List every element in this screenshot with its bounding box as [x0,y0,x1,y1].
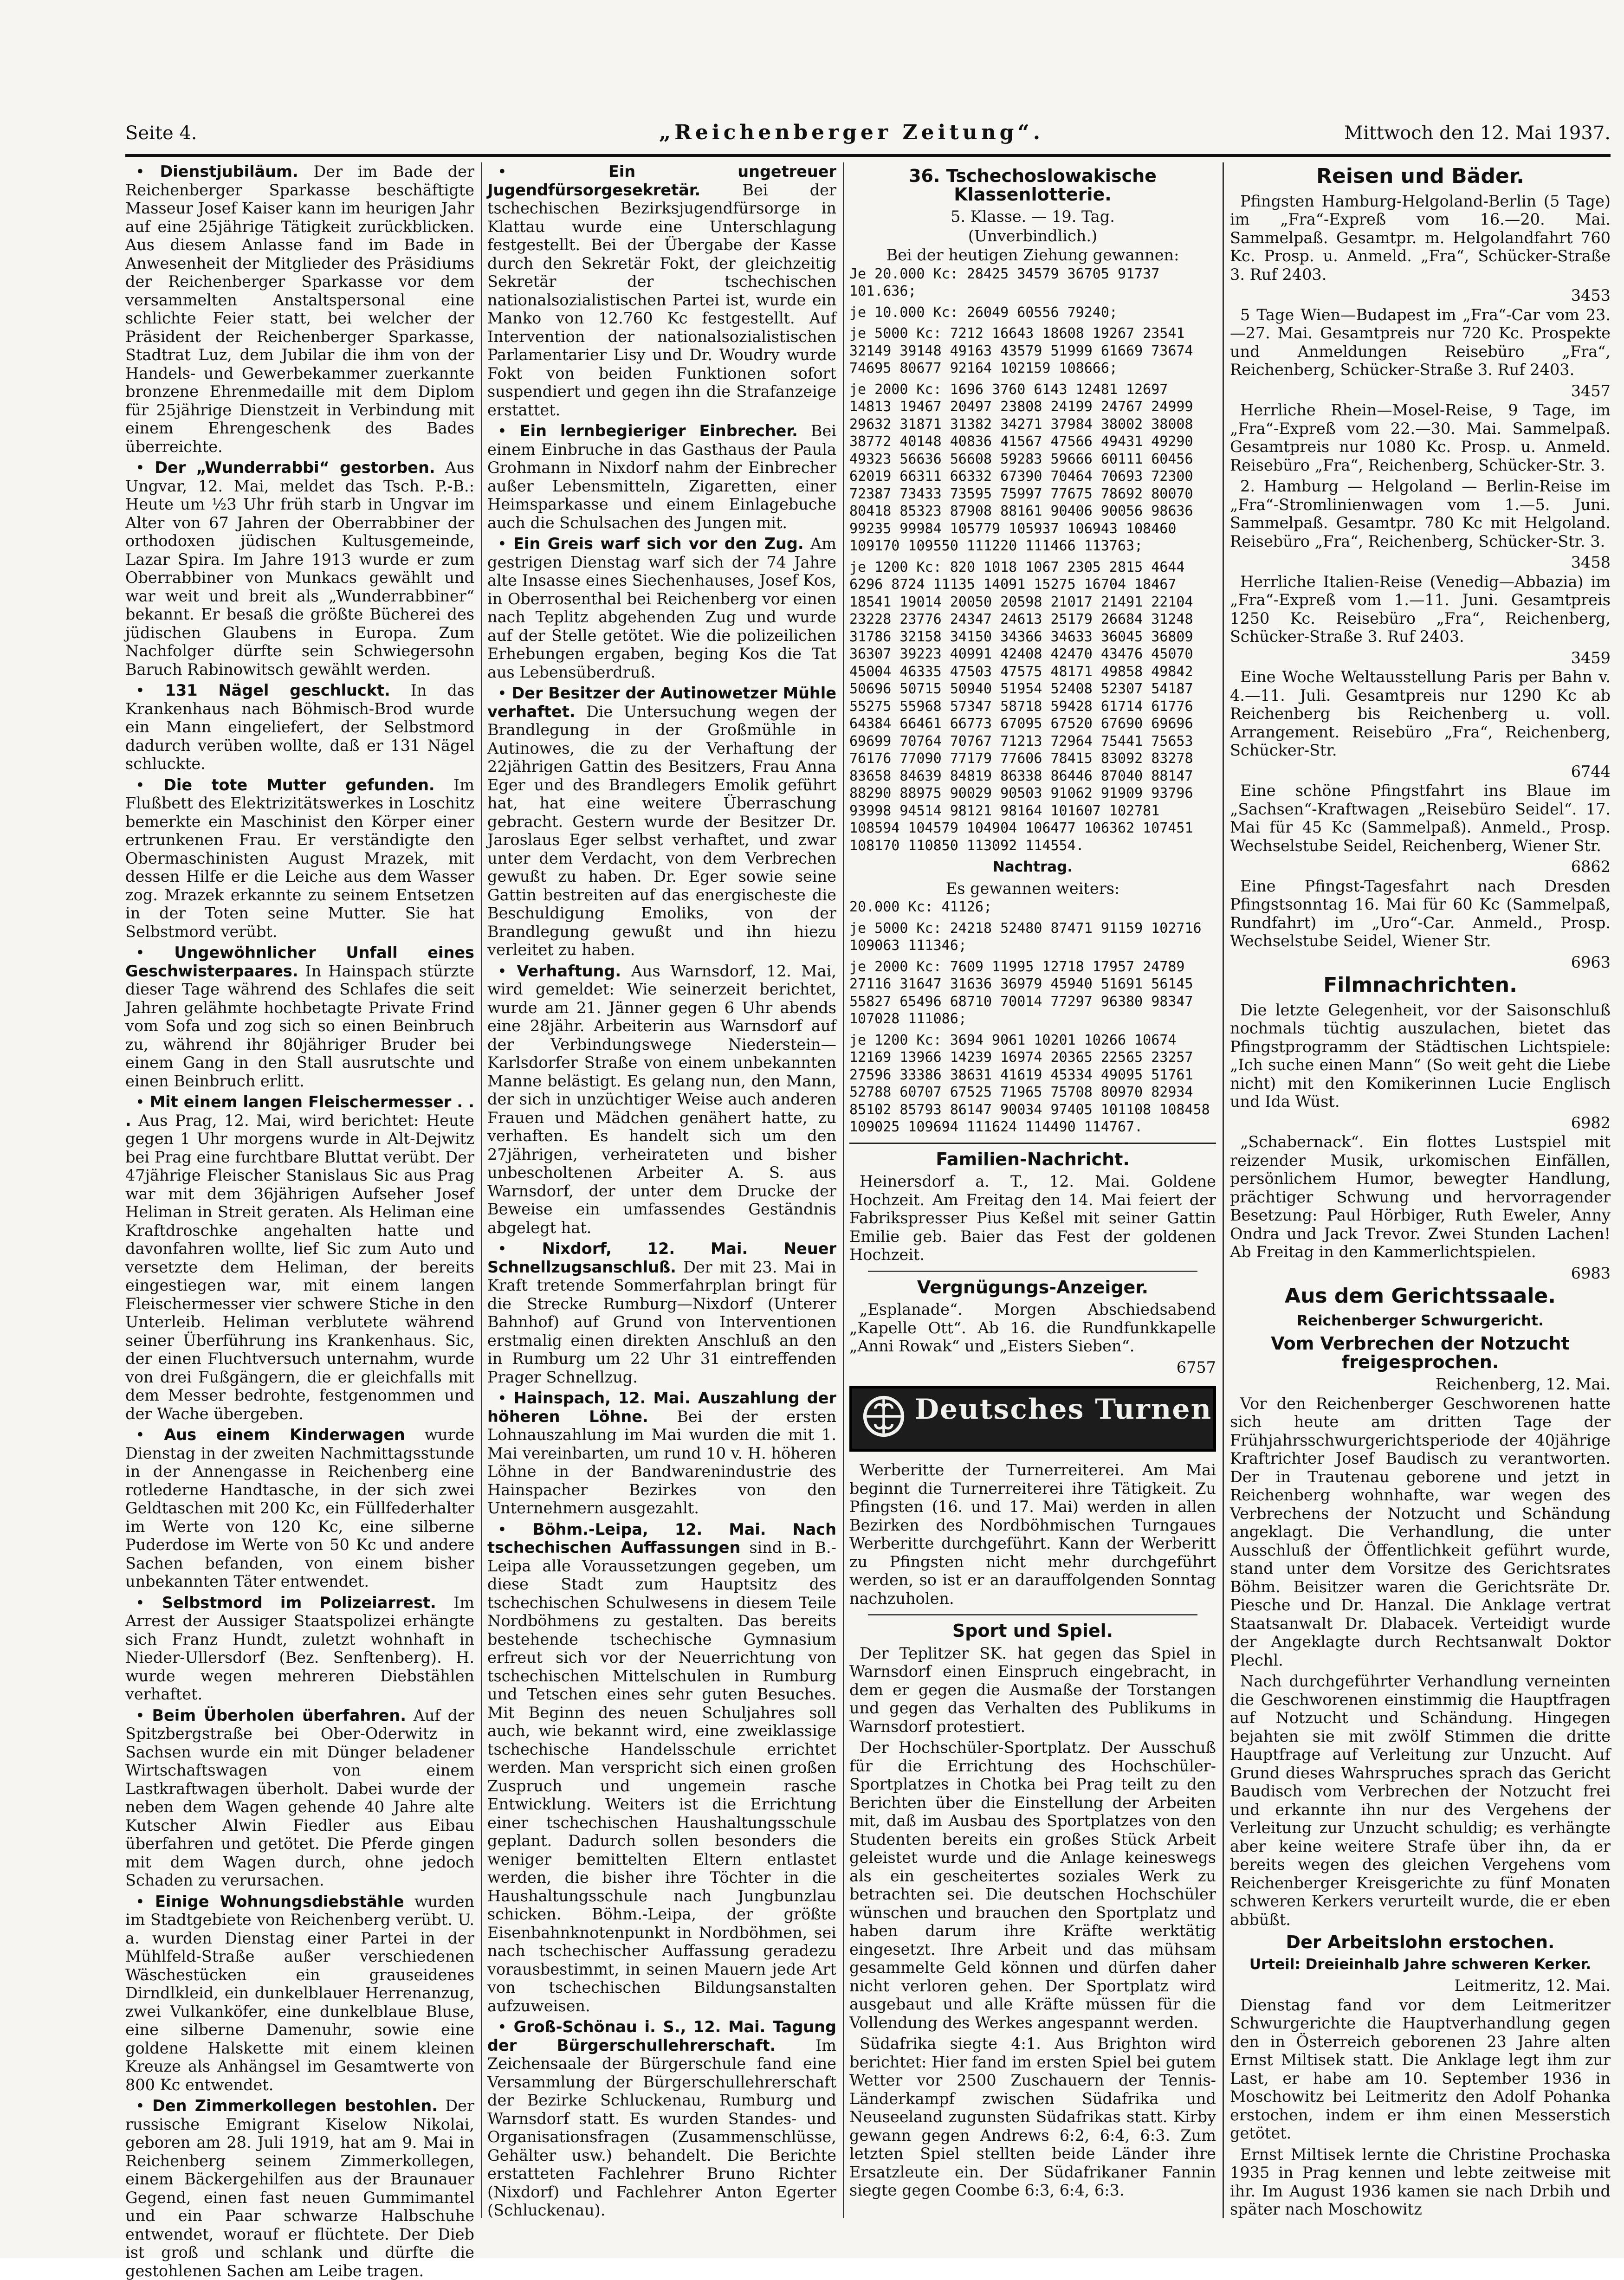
article-paragraph: • Ein lernbegieriger Einbrecher. Bei einem Einbruche in das Gasthaus der Paula Grohmann in Nixdorf nahm der Einbrecher außer Lebensmitteln, Zigaretten, einer Heimsparkasse und einem Einlagebuche auch die Schulsachen des Jungen mit. [487,422,836,532]
article-paragraph: • Einige Wohnungsdiebstähle wurden im Stadtgebiete von Reichenberg verübt. U. a. wurden Dienstag einer Partei in der Mühlfeld-Straße außer verschiedenen Wäschestücken ein grauseidenes Dirndlkleid, ein dunkelblauer Herrenanzug, zwei Vulkanköfer, eine dunkelblaue Bluse, eine silberne Damenuhr, sowie eine goldene Halskette mit einem kleinen Kreuze als Anhängsel im Gesamtwerte von 800 Kc entwendet. [125,1892,474,2094]
ad-code: 3457 [1571,381,1611,400]
article-body: Im Zeichensaale der Bürgerschule fand eine Versammlung der Bürgerschullehrerschaft der Bezirke Schluckenau, Rumburg und Warnsdorf statt. Es wurden Standes- und Organisationsfragen (Zusammenschlüsse, Gehälter usw.) behandelt. Die Berichte erstatteten Fachlehrer Bruno Richter (Nixdorf) und Fachlehrer Anton Egerter (Schluckenau). [487,2036,836,2219]
column-2 [487,162,836,2232]
article-headline: Einige Wohnungsdiebstähle [155,1892,404,1911]
ad-text: 5 Tage Wien—Budapest im „Fra“-Car vom 23.—27. Mai. Gesamtpreis nur 720 Kc. Prospekte und Anmeldungen Reisebüro „Fra“, Reichenberg, Schücker-Straße 3. Ruf 2403. [1230,305,1611,379]
article-headline: Nixdorf, 12. Mai. Neuer Schnellzugsanschluß. [487,1240,836,1276]
article-paragraph: • Groß-Schönau i. S., 12. Mai. Tagung der Bürgerschullehrerschaft. Im Zeichensaale der Bürgerschule fand eine Versammlung der Bürgerschullehrerschaft der Bezirke Schluckenau, Rumburg und Warnsdorf statt. Es wurden Standes- und Organisationsfragen (Zusammenschlüsse, Gehälter usw.) behandelt. Die Berichte erstatteten Fachlehrer Bruno Richter (Nixdorf) und Fachlehrer Anton Egerter (Schluckenau). [487,2018,836,2219]
article-body: Der im Bade der Reichenberger Sparkasse beschäftigte Masseur Josef Kaiser kann im heurigen Jahr auf eine 25jährige Tätigkeit zurückblicken. Aus diesem Anlasse fand im Bade in Anwesenheit der Mitglieder des Präsidiums der Reichenberger Sparkasse vor dem versammelten Anstaltspersonal eine schlichte Feier statt, bei welcher der Präsident der Reichenberger Sparkasse, Stadtrat Luz, dem Jubilar die ihm von der Handels- und Gewerbekammer zuerkannte bronzene Ehrenmedaille mit dem Diplom für 25jährige Dienstzeit in Verbindung mit einem Ehrengeschenk des Bades überreichte. [125,162,474,456]
lottery-line: 20.000 Kc: 41126; [849,899,992,915]
ad-code: 3459 [1571,648,1611,667]
ad-text: Herrliche Rhein—Mosel-Reise, 9 Tage, im „Fra“-Expreß vom 22.—30. Mai. Sammelpaß. Gesamtpreis nur 1080 Kc. Prosp. u. Anmeld. Reisebüro „Fra“, Reichenberg, Schücker-Str. 3. [1230,401,1611,474]
entertainment-text: „Esplanade“. Morgen Abschiedsabend „Kapelle Ott“. Ab 16. die Rundfunkkapelle „Anni Rowak“ und „Eisters Sieben“. [849,1300,1216,1355]
ad-text: Eine schöne Pfingstfahrt ins Blaue im „Sachsen“-Kraftwagen „Reisebüro Seidel“. 17. Mai für 45 Kc (Sammelpaß). Anmeld., Prosp. Wechselstube Seidel, Reichenberg, Wiener Str. [1230,782,1611,855]
article-subheadline: Reichenberger Schwurgericht. [1297,1312,1544,1329]
sport-paragraph: Der Hochschüler-Sportplatz. Der Ausschuß für die Errichtung des Hochschüler-Sportplatzes in Chotka bei Prag teilt zu den Berichten über die Einstellung der Arbeiten mit, daß im Ausbau des Sportplatzes von den Studenten bereits ein großes Stück Arbeit geleistet wurde und die Anlage keineswegs als ein gescheitertes soziales Werk zu betrachten sei. Die deutschen Hochschüler wünschen und brauchen den Sportplatz und haben darum ihre Kräfte werktätig eingesetzt. Ihre Arbeit und das mühsam gesammelte Geld können und dürfen daher nicht verloren gehen. Der Sportplatz wird ausgebaut und alle Kräfte müssen für die Vollendung des Werkes angespannt werden. [849,1738,1216,2032]
article-paragraph: • Mit einem langen Fleischermesser . . . Aus Prag, 12. Mai, wird berichtet: Heute gegen 1 Uhr morgens wurde in Alt-Dejwitz bei Prag eine furchtbare Bluttat verübt. Der 47jährige Fleischer Stanislaus Sic aus Prag war mit dem 36jährigen Aufseher Josef Heliman in Streit geraten. Als Heliman eine Kraftdroschke angehalten hatte und davonfahren wollte, lief Sic zum Auto und versetzte dem Heliman, der bereits eingestiegen war, mit einem langen Fleischermesser vier schwere Stiche in den Unterleib. Heliman verblutete während seiner Überführung ins Krankenhaus. Sic, der einen Fluchtversuch unternahm, wurde von drei Fußgängern, die er gleichfalls mit dem Messer bedrohte, festgenommen und der Wache übergeben. [125,1093,474,1423]
ad-code: 3453 [1571,286,1611,304]
article-paragraph: • Nixdorf, 12. Mai. Neuer Schnellzugsanschluß. Der mit 23. Mai in Kraft tretende Sommerfahrplan bringt für die Strecke Rumburg—Nixdorf (Unterer Bahnhof) auf Grund von Interventionen erstmalig einen direkten Anschluß an den in Rumburg um 22 Uhr 31 eintreffenden Prager Schnellzug. [487,1240,836,1386]
lottery-line: je 2000 Kc: 7609 11995 12718 17957 24789 27116 31647 31636 36979 45940 51691 56145 55827 65496 68710 70014 77297 96380 98347 107028 111086; [849,958,1193,1027]
page-header [125,119,1611,149]
lottery-title: 36. Tschechoslowakische Klassenlotterie. [909,166,1157,205]
article-body: Aus Ungvar, 12. Mai, meldet das Tsch. P.-B.: Heute um ½3 Uhr früh starb in Ungvar im Alter von 67 Jahren der Oberrabbiner der orthodoxen jüdischen Kultusgemeinde, Lazar Spira. Im Jahre 1913 wurde er zum Oberrabbiner von Munkacs gewählt und war weit und breit als „Wunderrabbiner“ bekannt. Er besaß die größte Bücherei des jüdischen Glaubens in Europa. Zum Nachfolger dürfte sein Schwiegersohn Baruch Rabinowitsch gewählt werden. [125,459,474,678]
article-headline: Groß-Schönau i. S., 12. Mai. Tagung der Bürgerschullehrerschaft. [487,2018,836,2054]
family-news-title: Familien-Nachricht. [936,1149,1130,1169]
article-body: wurde Dienstag in der zweiten Nachmittagsstunde in der Annengasse in Reichenberg eine rotlederne Handtasche, in der sich zwei Geldtaschen mit 200 Kc, ein Füllfederhalter im Werte von 120 Kc, eine silberne Puderdose im Werte von 50 Kc und andere Sachen befanden, von einem bisher unbekannten Täter entwendet. [125,1426,474,1590]
article-body: Der russische Emigrant Kiselow Nikolai, geboren am 28. Juli 1919, hat am 9. Mai in Reichenberg seinem Zimmerkollegen, einem Bäckergehilfen aus der Braunauer Gegend, einen fast neuen Gummimantel und ein Paar schwarze Halbschuhe entwendet, worauf er flüchtete. Der Dieb ist groß und schlank und dürfte die gestohlenen Sachen am Leibe tragen. [125,2097,474,2280]
sport-paragraph: Südafrika siegte 4:1. Aus Brighton wird berichtet: Hier fand im ersten Spiel bei gutem Wetter vor 2500 Zuschauern der Tennis-Länderkampf zwischen Südafrika und Neuseeland zugunsten Südafrikas statt. Kirby gewann gegen Andrews 6:2, 6:4, 6:3. Zum letzten Spiel stellten beide Länder ihre Ersatzleute ein. Der Südafrikaner Fannin siegte gegen Coombe 6:3, 6:4, 6:3. [849,2035,1216,2199]
article-headline: Aus einem Kinderwagen [164,1426,405,1444]
ad-text: Dienstag fand vor dem Leitmeritzer Schwurgerichte die Hauptverhandlung gegen den in Österreich geborenen 23 Jahre alten Ernst Miltisek statt. Die Anklage legt ihm zur Last, er habe am 10. September 1936 in Moschowitz bei Leitmeritz den Adolf Pohanka erstochen, indem er ihm einen Messerstich getötet. [1230,1996,1611,2142]
article-body: Aus Warnsdorf, 12. Mai, wird gemeldet: Wie seinerzeit berichtet, wurde am 21. Jänner gegen 6 Uhr abends eine 28jähr. Arbeiterin aus Warnsdorf auf der Verbindungswege Niederstein—Karlsdorfer Straße von einem unbekannten Manne belästigt. Es gelang nun, den Mann, der sich in unzüchtiger Weise auch anderen Frauen und Mädchen genähert hatte, zu verhaften. Es handelt sich um den 27jährigen, verheirateten und bisher unbescholtenen Arbeiter A. S. aus Warnsdorf, der unter dem Drucke der Beweise ein umfassendes Geständnis abgelegt hat. [487,962,836,1237]
lottery-line: Je 20.000 Kc: 28425 34579 36705 91737 101.636; [849,265,1160,299]
article-body: Die Untersuchung wegen der Brandlegung in der Großmühle in Autinowes, die zu der Verhaftung der 22jährigen Gattin des Besitzers, Frau Anna Eger und des Brandlegers Emolik geführt hat, hat eine weitere Überraschung gebracht. Gestern wurde der Besitzer Dr. Jaroslaus Eger selbst verhaftet, und zwar unter dem Verdacht, von dem Verbrechen gewußt zu haben. Dr. Eger sowie seine Gattin bestreiten auf das energischeste die Beschuldigung Emoliks, von der Brandlegung gewußt und ihn hiezu verleitet zu haben. [487,702,836,959]
article-body: Im Arrest der Aussiger Staatspolizei erhängte sich Franz Hundt, zuletzt wohnhaft in Nieder-Ullersdorf (Bez. Senftenberg). H. wurde wegen mehreren Diebstählen verhaftet. [125,1593,474,1703]
header-rule [125,154,1611,157]
ad-text: Nach durchgeführter Verhandlung verneinten die Geschworenen einstimmig die Hauptfragen auf Notzucht und Schändung. Hingegen bejahten sie mit zwölf Stimmen die dritte Hauptfrage auf Verleitung zur Unzucht. Auf Grund dieses Wahrspruches sprach das Gericht Baudisch vom Verbrechen der Notzucht frei und erkannte ihn nur des Vergehens der Verleitung zur Unzucht schuldig; es verhängte aber keine weitere Strafe über ihn, da er bereits wegen des gleichen Vergehens vom Reichenberger Kreisgerichte zu fünf Monaten schweren Kerkers verurteilt wurde, die er eben abbüßt. [1230,1672,1611,1929]
article-headline: Mit einem langen Fleischermesser . . . [125,1093,474,1130]
ad-code: 6757 [1176,1358,1216,1376]
article-paragraph: • Dienstjubiläum. Der im Bade der Reichenberger Sparkasse beschäftigte Masseur Josef Kaiser kann im heurigen Jahr auf eine 25jährige Tätigkeit zurückblicken. Aus diesem Anlasse fand im Bade in Anwesenheit der Mitglieder des Präsidiums der Reichenberger Sparkasse vor dem versammelten Anstaltspersonal eine schlichte Feier statt, bei welcher der Präsident der Reichenberger Sparkasse, Stadtrat Luz, dem Jubilar die ihm von der Handels- und Gewerbekammer zuerkannte bronzene Ehrenmedaille mit dem Diplom für 25jährige Dienstzeit in Verbindung mit einem Ehrengeschenk des Bades überreichte. [125,162,474,456]
article-headline: Böhm.-Leipa, 12. Mai. Nach tschechischen Auffassungen [487,1520,836,1557]
lottery-results [849,265,1216,855]
article-paragraph: • Ein Greis warf sich vor den Zug. Am gestrigen Dienstag warf sich der 74 Jahre alte Insasse eines Siechenhauses, Josef Kos, in Oberrosenthal bei Reichenberg vor einen nach Teplitz abgehenden Zug und wurde auf der Stelle getötet. Wie die polizeilichen Erhebungen ergaben, beging Kos die Tat aus Lebensüberdruß. [487,535,836,681]
column-divider [1223,162,1224,2218]
article-paragraph: • Der „Wunderrabbi“ gestorben. Aus Ungvar, 12. Mai, meldet das Tsch. P.-B.: Heute um ½3 Uhr früh starb in Ungvar im Alter von 67 Jahren der Oberrabbiner der orthodoxen jüdischen Kultusgemeinde, Lazar Spira. Im Jahre 1913 wurde er zum Oberrabbiner von Munkacs gewählt und war weit und breit als „Wunderrabbiner“ bekannt. Er besaß die größte Bücherei des jüdischen Glaubens in Europa. Zum Nachfolger dürfte sein Schwiegersohn Baruch Rabinowitsch gewählt werden. [125,459,474,678]
article-body: wurden im Stadtgebiete von Reichenberg verübt. U. a. wurden Dienstag einer Partei in der Mühlfeld-Straße außer verschiedenen Wäschestücken ein grauseidenes Dirndlkleid, ein dunkelblauer Herrenanzug, zwei Vulkanköfer, eine dunkelblaue Bluse, eine silberne Damenuhr, sowie eine goldene Halskette mit einem kleinen Kreuze als Anhängsel im Gesamtwerte von 800 Kc entwendet. [125,1892,474,2094]
section-rule [849,1143,1216,1144]
dateline: Reichenberg, 12. Mai. [1435,1375,1611,1393]
turner-cross-icon [862,1395,905,1438]
article-paragraph: • Verhaftung. Aus Warnsdorf, 12. Mai, wird gemeldet: Wie seinerzeit berichtet, wurde am 21. Jänner gegen 6 Uhr abends eine 28jähr. Arbeiterin aus Warnsdorf auf der Verbindungswege Niederstein—Karlsdorfer Straße von einem unbekannten Manne belästigt. Es gelang nun, den Mann, der sich in unzüchtiger Weise auch anderen Frauen und Mädchen genähert hatte, zu verhaften. Es handelt sich um den 27jährigen, verheirateten und bisher unbescholtenen Arbeiter A. S. aus Warnsdorf, der unter dem Drucke der Beweise ein umfassendes Geständnis abgelegt hat. [487,962,836,1237]
column-divider [481,162,482,2218]
masthead: „Reichenberger Zeitung“. [659,121,1044,144]
lottery-line: je 5000 Kc: 24218 52480 87471 91159 102716 109063 111346; [849,920,1202,954]
ad-text: Die letzte Gelegenheit, vor der Saisonschluß nochmals tüchtig auszulachen, bietet das Pfingstprogramm der Städtischen Lichtspiele: „Ich suche einen Mann“ (So weit geht die Liebe nicht) mit den Komikerinnen Lucie Englisch und Ida Wüst. [1230,1001,1611,1111]
article-body: Der mit 23. Mai in Kraft tretende Sommerfahrplan bringt für die Strecke Rumburg—Nixdorf (Unterer Bahnhof) auf Grund von Interventionen erstmalig einen direkten Anschluß an den in Rumburg um 22 Uhr 31 eintreffenden Prager Schnellzug. [487,1258,836,1386]
article-headline: Dienstjubiläum. [160,162,298,181]
column-divider [843,162,844,2218]
article-headline: Den Zimmerkollegen bestohlen. [152,2097,438,2115]
section-rule [868,1614,1197,1615]
sport-paragraph: Der Teplitzer SK. hat gegen das Spiel in Warnsdorf einen Einspruch eingebracht, in dem er gegen die Ausmaße der Torstangen und gegen das Verhalten des Publikums in Warnsdorf protestiert. [849,1644,1216,1736]
article-headline: Die tote Mutter gefunden. [163,775,435,794]
nachtrag-intro: Es gewannen weiters: [945,879,1120,898]
article-paragraph: • Ungewöhnlicher Unfall eines Geschwisterpaares. In Hainspach stürzte dieser Tage während des Schlafes die seit Jahren gelähmte hochbetagte Private Frind vom Sofa und zog sich so einen Beinbruch zu, während ihr 80jähriger Bruder bei einem Gang in den Stall ausrutschte und einen Beinbruch erlitt. [125,943,474,1090]
nachtrag-results [849,898,1216,1136]
lottery-note: (Unverbindlich.) [968,226,1098,245]
lottery-line: je 10.000 Kc: 26049 60556 79240; [849,304,1118,321]
entertainment-title: Vergnügungs-Anzeiger. [917,1277,1149,1298]
article-body: In das Krankenhaus nach Böhmisch-Brod wurde ein Mann eingeliefert, der Selbstmord dadurch verüben wollte, daß er 131 Nägel schluckte. [125,681,474,773]
lottery-subtitle: 5. Klasse. — 19. Tag. [951,207,1115,226]
dateline: Leitmeritz, 12. Mai. [1454,1976,1611,1995]
section-title: Filmnachrichten. [1323,973,1517,997]
lottery-line: je 1200 Kc: 820 1018 1067 2305 2815 4644 6296 8724 11135 14091 15275 16704 18467 18541 19014 20050 20598 21017 21491 22104 23228 23776 24347 24613 25179 26684 31248 31786 32158 34150 34366 34633 36045 36809 36307 39223 40991 42408 42470 43476 45070 45004 46335 47503 47575 48171 49858 49842 50696 50715 50940 51954 52408 52307 54187 55275 55968 57347 58718 59428 61714 61776 64384 66461 66773 67095 67520 67690 69696 69699 70764 70767 71213 72964 75441 75653 76176 77090 77179 77606 78415 83092 83278 83658 84639 84819 86338 86446 87040 88147 88290 88975 90029 90503 91062 91909 93796 93998 94514 98121 98164 101607 102781 108594 104579 104904 106477 106362 107451 108170 110850 113092 114554. [849,559,1193,854]
article-paragraph: • Hainspach, 12. Mai. Auszahlung der höheren Löhne. Bei der ersten Lohnauszahlung im Mai wurden die mit 1. Mai vereinbarten, um rund 10 v. H. höheren Löhne in der Bandwarenindustrie des Hainspacher Bezirkes von den Unternehmern ausgezahlt. [487,1389,836,1517]
column-4 [1230,162,1611,2232]
ad-text: Herrliche Italien-Reise (Venedig—Abbazia) im „Fra“-Expreß vom 1.—11. Juni. Gesamtpreis 1250 Kc. Reisebüro „Fra“, Reichenberg, Schücker-Straße 3. Ruf 2403. [1230,572,1611,646]
sport-title: Sport und Spiel. [952,1621,1113,1641]
lottery-line: je 1200 Kc: 3694 9061 10201 10266 10674 12169 13966 14239 16974 20365 22565 23257 27596 33386 38631 41619 45334 49095 51761 52788 60707 67525 71965 75708 80970 82934 85102 85793 86147 90034 97405 101108 108458 109025 109694 111624 114490 114767. [849,1032,1210,1135]
article-body: In Hainspach stürzte dieser Tage während des Schlafes die seit Jahren gelähmte hochbetagte Private Frind vom Sofa und zog sich so einen Beinbruch zu, während ihr 80jähriger Bruder bei einem Gang in den Stall ausrutschte und einen Beinbruch erlitt. [125,962,474,1090]
article-paragraph: • Die tote Mutter gefunden. Im Flußbett des Elektrizitätswerkes in Loschitz bemerkte ein Maschinist den Körper einer ertrunkenen Frau. Er verständigte den Obermaschinisten August Mrazek, mit dessen Hilfe er die Leiche aus dem Wasser zog. Mrazek erkannte zu seinem Entsetzen in der Toten seine Mutter. Sie hat Selbstmord verübt. [125,775,474,941]
lottery-line: je 5000 Kc: 7212 16643 18608 19267 23541 32149 39148 49163 43579 51999 61669 73674 74695 80677 92164 102159 108666; [849,325,1193,376]
ad-text: 2. Hamburg — Helgoland — Berlin-Reise im „Fra“-Stromlinienwagen vom 1.—5. Juni. Sammelpaß. Gesamtpr. 780 Kc mit Helgoland. Reisebüro „Fra“, Reichenberg, Schücker-Str. 3. [1230,477,1611,550]
article-paragraph: • Selbstmord im Polizeiarrest. Im Arrest der Aussiger Staatspolizei erhängte sich Franz Hundt, zuletzt wohnhaft in Nieder-Ullersdorf (Bez. Senftenberg). H. wurde wegen mehreren Diebstählen verhaftet. [125,1593,474,1703]
article-headline: Ein lernbegieriger Einbrecher. [519,422,798,440]
ad-text: Eine Woche Weltausstellung Paris per Bahn v. 4.—11. Juli. Gesamtpreis nur 1290 Kc ab Reichenberg bis Reichenberg u. voll. Arrangement. Reisebüro „Fra“, Reichenberg, Schücker-Str. [1230,668,1611,759]
ad-text: Vor den Reichenberger Geschworenen hatte sich heute am dritten Tage der Frühjahrsschwurgerichtsperiode der 40jährige Kraftrichter Josef Baudisch zu verantworten. Der in Trautenau geborene und jetzt in Reichenberg wohnhafte, war wegen des Verbrechens der Notzucht und Schändung angeklagt. Die Verhandlung, die unter Ausschluß der Öffentlichkeit geführt wurde, stand unter dem Vorsitze des Gerichtsrates Böhm. Beisitzer waren die Gerichtsräte Dr. Piesche und Dr. Hanzal. Die Anklage vertrat Staatsanwalt Dr. Dlabacek. Verteidigt wurde der Angeklagte durch Rechtsanwalt Doktor Plechl. [1230,1394,1611,1669]
article-headline: Ein Greis warf sich vor den Zug. [513,535,804,553]
article-body: Auf der Spitzbergstraße bei Ober-Oderwitz in Sachsen wurde ein mit Dünger beladener Wirtschaftswagen von einem Lastkraftwagen überholt. Dabei wurde der neben dem Wagen gehende 40 Jahre alte Kutscher Alwin Fiedler aus Eibau überfahren und getötet. Die Pferde gingen mit dem Wagen durch, ohne jedoch Schaden zu verursachen. [125,1706,474,1889]
article-body: Aus Prag, 12. Mai, wird berichtet: Heute gegen 1 Uhr morgens wurde in Alt-Dejwitz bei Prag eine furchtbare Bluttat verübt. Der 47jährige Fleischer Stanislaus Sic aus Prag war mit dem 36jährigen Aufseher Josef Heliman in Streit geraten. Als Heliman eine Kraftdroschke angehalten hatte und davonfahren wollte, lief Sic zum Auto und versetzte dem Heliman, der bereits eingestiegen war, mit einem langen Fleischermesser vier schwere Stiche in den Unterleib. Heliman verblutete während seiner Überführung ins Krankenhaus. Sic, der einen Fluchtversuch unternahm, wurde von drei Fußgängern, die er gleichfalls mit dem Messer bedrohte, festgenommen und der Wache übergeben. [125,1111,474,1423]
article-headline: Der „Wunderrabbi“ gestorben. [155,459,435,477]
family-news-text: Heinersdorf a. T., 12. Mai. Goldene Hochzeit. Am Freitag den 14. Mai feiert der Fabrikspresser Pius Keßel mit seiner Gattin Emilie geb. Baier das Fest der goldenen Hochzeit. [849,1172,1216,1264]
article-headline: Selbstmord im Polizeiarrest. [162,1593,436,1612]
article-paragraph: • Aus einem Kinderwagen wurde Dienstag in der zweiten Nachmittagsstunde in der Annengasse in Reichenberg eine rotlederne Handtasche, in der sich zwei Geldtaschen mit 200 Kc, ein Füllfederhalter im Werte von 120 Kc, eine silberne Puderdose im Werte von 50 Kc und andere Sachen befanden, von einem bisher unbekannten Täter entwendet. [125,1426,474,1590]
column-1 [125,162,474,2280]
article-headline: Verhaftung. [517,962,621,980]
article-paragraph: • Ein ungetreuer Jugendfürsorgesekretär. Bei der tschechischen Bezirksjugendfürsorge in Klattau wurde eine Unterschlagung festgestellt. Bei der Übergabe der Kasse durch den Sekretär Fokt, der gleichzeitig Sekretär der tschechischen nationalsozialistischen Partei ist, wurde ein Manko von 12.760 Kc festgestellt. Auf Intervention der nationalsozialistischen Parlamentarier Lisy und Dr. Woudry wurde Fokt von beiden Funktionen sofort suspendiert und gegen ihn die Strafanzeige erstattet. [487,162,836,419]
ad-text: „Schabernack“. Ein flottes Lustspiel mit reizender Musik, urkomischen Einfällen, persönlichem Humor, bewegter Handlung, prächtiger Schwung und hervorragender Besetzung: Paul Hörbiger, Ruth Eweler, Anny Ondra und Jack Trevor. Zwei Stunden Lachen! Ab Freitag in den Kammerlichtspielen. [1230,1133,1611,1261]
article-paragraph: • Der Besitzer der Autinowetzer Mühle verhaftet. Die Untersuchung wegen der Brandlegung in der Großmühle in Autinowes, die zu der Verhaftung der 22jährigen Gattin des Besitzers, Frau Anna Eger und des Brandlegers Emolik geführt hat, hat eine weitere Überraschung gebracht. Gestern wurde der Besitzer Dr. Jaroslaus Eger selbst verhaftet, und zwar unter dem Verdacht, von dem Verbrechen gewußt zu haben. Dr. Eger sowie seine Gattin bestreiten auf das energischeste die Beschuldigung Emoliks, von der Brandlegung gewußt und ihn hiezu verleitet zu haben. [487,684,836,959]
turnen-text: Werberitte der Turnerreiterei. Am Mai beginnt die Turnerreiterei ihre Tätigkeit. Zu Pfingsten (16. und 17. Mai) werden in allen Bezirken des Nordböhmischen Turngaues Werberitte durchgeführt. Kann der Werberitt zu Pfingsten nicht mehr durchgeführt werden, so ist er an darauffolgenden Sonntag nachzuholen. [849,1461,1216,1608]
lottery-intro: Bei der heutigen Ziehung gewannen: [886,246,1179,264]
ad-text: Eine Pfingst-Tagesfahrt nach Dresden Pfingstsonntag 16. Mai für 60 Kc (Sammelpaß, Rundfahrt) im „Uro“-Car. Anmeld., Prosp. Wechselstube Seidel, Wiener Str. [1230,877,1611,950]
article-paragraph: • Böhm.-Leipa, 12. Mai. Nach tschechischen Auffassungen sind in B.-Leipa alle Voraussetzungen gegeben, um diese Stadt zum Hauptsitz des tschechischen Schulwesens in diesem Teile Nordböhmens zu gestalten. Das bereits bestehende tschechische Gymnasium erfreut sich vor der Neuerrichtung von tschechischen Mittelschulen in Rumburg und Tetschen eines sehr guten Besuches. Mit Beginn des neuen Schuljahres soll auch, wie bekannt wird, eine zweiklassige tschechische Handelsschule errichtet werden. Man verspricht sich einen großen Zuspruch und ungemein rasche Entwicklung. Weiters ist die Errichtung einer tschechischen Haushaltungsschule geplant. Dadurch sollen besonders die weniger bemittelten Eltern entlastet werden, die bisher ihre Töchter in die Haushaltungsschule nach Jungbunzlau schicken. Böhm.-Leipa, der größte Eisenbahnknotenpunkt in Nordböhmen, sei nach tschechischer Auffassung geradezu vorausbestimmt, in seinen Mauern jede Art von tschechischen Bildungsanstalten aufzuweisen. [487,1520,836,2015]
article-headline: Hainspach, 12. Mai. Auszahlung der höheren Löhne. [487,1389,836,1426]
ad-code: 6983 [1571,1264,1611,1282]
page-number: Seite 4. [125,123,197,144]
section-title: Reisen und Bäder. [1316,164,1524,188]
article-headline: Beim Überholen überfahren. [152,1706,406,1725]
article-headline: Ungewöhnlicher Unfall eines Geschwisterpaares. [125,943,474,980]
article-headline: Der Besitzer der Autinowetzer Mühle verhaftet. [487,684,836,721]
article-headline: Ein ungetreuer Jugendfürsorgesekretär. [487,162,836,199]
article-headline: Der Arbeitslohn erstochen. [1286,1932,1555,1952]
ad-code: 3458 [1571,553,1611,571]
lottery-line: je 2000 Kc: 1696 3760 6143 12481 12697 14813 19467 20497 23808 24199 24767 24999 29632 31871 31382 34271 37984 38002 38008 38772 40148 40836 41567 47566 49431 49290 49323 56636 56608 59283 59666 60111 60456 62019 66311 66332 67390 70464 70693 72300 72387 73433 73595 75997 77675 78692 80070 80418 85323 87908 88161 90406 90056 98636 99235 99984 105779 105937 106943 108460 109170 109550 111220 111466 113763; [849,381,1193,554]
nachtrag-title: Nachtrag. [992,859,1073,875]
section-rule [868,1271,1197,1272]
article-body: sind in B.-Leipa alle Voraussetzungen gegeben, um diese Stadt zum Hauptsitz des tschechischen Schulwesens in diesem Teile Nordböhmens zu gestalten. Das bereits bestehende tschechische Gymnasium erfreut sich vor der Neuerrichtung von tschechischen Mittelschulen in Rumburg und Tetschen eines sehr guten Besuches. Mit Beginn des neuen Schuljahres soll auch, wie bekannt wird, eine zweiklassige tschechische Handelsschule errichtet werden. Man verspricht sich einen großen Zuspruch und ungemein rasche Entwicklung. Weiters ist die Errichtung einer tschechischen Haushaltungsschule geplant. Dadurch sollen besonders die weniger bemittelten Eltern entlastet werden, die bisher ihre Töchter in die Haushaltungsschule nach Jungbunzlau schicken. Böhm.-Leipa, der größte Eisenbahnknotenpunkt in Nordböhmen, sei nach tschechischer Auffassung geradezu vorausbestimmt, in seinen Mauern jede Art von tschechischen Bildungsanstalten aufzuweisen. [487,1538,836,2015]
deutsches-turnen-banner [849,1386,1216,1452]
section-title: Aus dem Gerichtssaale. [1285,1284,1556,1308]
article-body: Im Flußbett des Elektrizitätswerkes in Loschitz bemerkte ein Maschinist den Körper einer ertrunkenen Frau. Er verständigte den Obermaschinisten August Mrazek, mit dessen Hilfe er die Leiche aus dem Wasser zog. Mrazek erkannte zu seinem Entsetzen in der Toten seine Mutter. Sie hat Selbstmord verübt. [125,775,474,941]
article-body: Am gestrigen Dienstag warf sich der 74 Jahre alte Insasse eines Siechenhauses, Josef Kos, in Oberrosenthal bei Reichenberg vor einen nach Teplitz abgehenden Zug und wurde auf der Stelle getötet. Wie die polizeilichen Erhebungen ergaben, beging Kos die Tat aus Lebensüberdruß. [487,535,836,681]
ad-code: 6982 [1571,1113,1611,1132]
article-headline: 131 Nägel geschluckt. [165,681,390,699]
ad-code: 6744 [1571,762,1611,781]
ad-text: Pfingsten Hamburg-Helgoland-Berlin (5 Tage) im „Fra“-Expreß vom 16.—20. Mai. Sammelpaß. Gesamtpr. m. Helgolandfahrt 760 Kc. Prosp. u. Anmeld. „Fra“, Schücker-Straße 3. Ruf 2403. [1230,192,1611,284]
banner-title: Deutsches Turnen [915,1393,1212,1426]
ad-code: 6963 [1571,953,1611,971]
article-paragraph: • Beim Überholen überfahren. Auf der Spitzbergstraße bei Ober-Oderwitz in Sachsen wurde ein mit Dünger beladener Wirtschaftswagen von einem Lastkraftwagen überholt. Dabei wurde der neben dem Wagen gehende 40 Jahre alte Kutscher Alwin Fiedler aus Eibau überfahren und getötet. Die Pferde gingen mit dem Wagen durch, ohne jedoch Schaden zu verursachen. [125,1706,474,1889]
article-paragraph: • 131 Nägel geschluckt. In das Krankenhaus nach Böhmisch-Brod wurde ein Mann eingeliefert, der Selbstmord dadurch verüben wollte, daß er 131 Nägel schluckte. [125,681,474,773]
ad-text: Ernst Miltisek lernte die Christine Prochaska 1935 in Prag kennen und lebte zeitweise mit ihr. Im August 1936 kamen sie nach Drbih und später nach Moschowitz [1230,2145,1611,2218]
ad-code: 6862 [1571,858,1611,876]
issue-date: Mittwoch den 12. Mai 1937. [1344,123,1611,144]
column-3 [849,162,1216,2232]
article-body: Bei der ersten Lohnauszahlung im Mai wurden die mit 1. Mai vereinbarten, um rund 10 v. H. höheren Löhne in der Bandwarenindustrie des Hainspacher Bezirkes von den Unternehmern ausgezahlt. [487,1407,836,1517]
article-body: Bei einem Einbruche in das Gasthaus der Paula Grohmann in Nixdorf nahm der Einbrecher außer Lebensmitteln, Zigaretten, einer Heimsparkasse und einem Einlagebuche auch die Schulsachen des Jungen mit. [487,422,836,532]
article-subheadline: Urteil: Dreieinhalb Jahre schweren Kerker. [1249,1956,1592,1973]
article-headline: Vom Verbrechen der Notzucht freigesprochen. [1271,1333,1570,1372]
article-paragraph: • Den Zimmerkollegen bestohlen. Der russische Emigrant Kiselow Nikolai, geboren am 28. Juli 1919, hat am 9. Mai in Reichenberg seinem Zimmerkollegen, einem Bäckergehilfen aus der Braunauer Gegend, einen fast neuen Gummimantel und ein Paar schwarze Halbschuhe entwendet, worauf er flüchtete. Der Dieb ist groß und schlank und dürfte die gestohlenen Sachen am Leibe tragen. [125,2097,474,2280]
article-body: Bei der tschechischen Bezirksjugendfürsorge in Klattau wurde eine Unterschlagung festgestellt. Bei der Übergabe der Kasse durch den Sekretär Fokt, der gleichzeitig Sekretär der tschechischen nationalsozialistischen Partei ist, wurde ein Manko von 12.760 Kc festgestellt. Auf Intervention der nationalsozialistischen Parlamentarier Lisy und Dr. Woudry wurde Fokt von beiden Funktionen sofort suspendiert und gegen ihn die Strafanzeige erstattet. [487,181,836,419]
